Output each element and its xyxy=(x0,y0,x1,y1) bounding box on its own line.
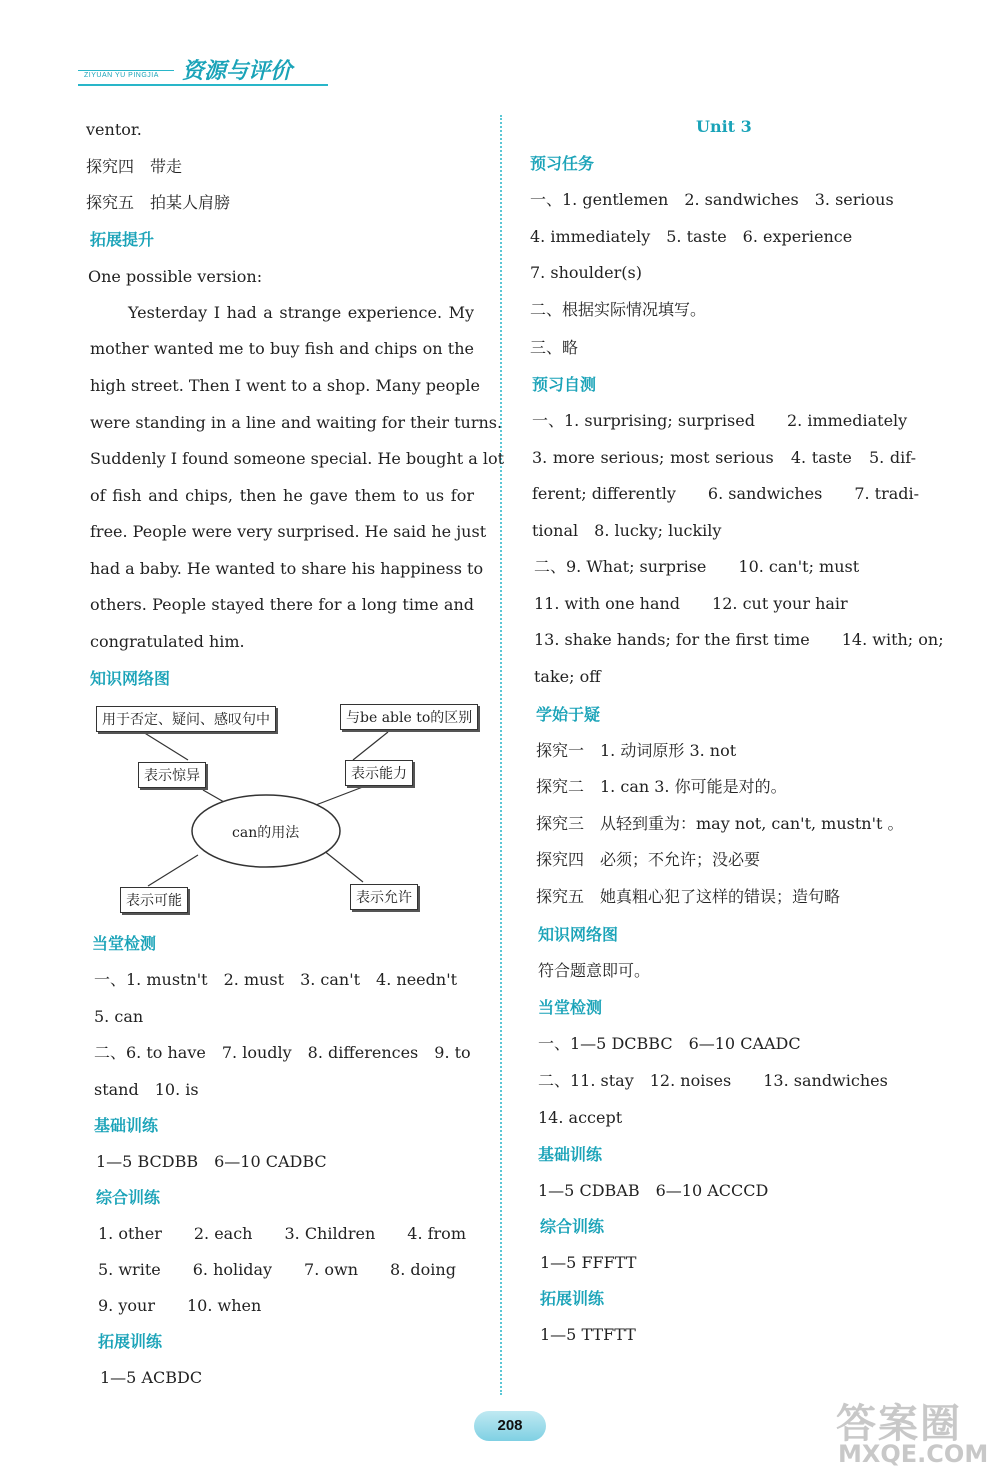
answer-line: 三、略 xyxy=(530,338,579,357)
answer-line: 二、11. stay 12. noises 13. sandwiches xyxy=(538,1071,888,1090)
section-heading: 基础训练 xyxy=(538,1145,603,1164)
answer-line: tional 8. lucky; luckily xyxy=(532,521,722,540)
version-label: One possible version: xyxy=(88,267,263,286)
essay-line: Yesterday I had a strange experience. My xyxy=(128,303,474,322)
essay-line: high street. Then I went to a shop. Many people xyxy=(90,376,480,395)
mind-map-node: 表示允许 xyxy=(350,884,418,910)
header-pinyin: ZIYUAN YU PINGJIA xyxy=(84,72,159,79)
essay-line: of fish and chips, then he gave them to us for xyxy=(90,486,474,505)
answer-line: 符合题意即可。 xyxy=(538,961,651,980)
answer-line: 二、9. What; surprise 10. can't; must xyxy=(534,557,860,576)
watermark-text: 答案圈 xyxy=(836,1401,962,1447)
answer-line: 1. other 2. each 3. Children 4. from xyxy=(98,1224,466,1243)
left-line: ventor. xyxy=(86,120,142,139)
answer-line: 探究三 从轻到重为：may not, can't, mustn't 。 xyxy=(536,814,904,833)
section-heading: 知识网络图 xyxy=(90,669,171,688)
answer-line: 一、1. gentlemen 2. sandwiches 3. serious xyxy=(530,190,894,209)
answer-line: 9. your 10. when xyxy=(98,1296,262,1315)
essay-line: had a baby. He wanted to share his happiness to xyxy=(90,559,484,578)
essay-line: were standing in a line and waiting for their turns. xyxy=(90,413,503,432)
essay-line: mother wanted me to buy fish and chips on the xyxy=(90,339,474,358)
mind-map-center: can的用法 xyxy=(232,825,300,841)
mind-map-node: 表示惊异 xyxy=(138,762,206,788)
page-number: 208 xyxy=(474,1411,546,1441)
column-divider xyxy=(500,115,502,1395)
answer-line: ferent; differently 6. sandwiches 7. tradi- xyxy=(532,484,920,503)
section-heading: 预习自测 xyxy=(532,375,597,394)
section-heading: 综合训练 xyxy=(96,1188,161,1207)
answer-line: stand 10. is xyxy=(94,1080,199,1099)
section-heading: 预习任务 xyxy=(530,154,595,173)
section-heading: 当堂检测 xyxy=(92,934,157,953)
essay-line: others. People stayed there for a long time and xyxy=(90,595,474,614)
answer-line: 1—5 ACBDC xyxy=(100,1368,203,1387)
answer-line: 探究二 1. can 3. 你可能是对的。 xyxy=(536,777,787,796)
header-arrow-line xyxy=(78,70,174,71)
section-heading: 基础训练 xyxy=(94,1116,159,1135)
answer-line: 3. more serious; most serious 4. taste 5. dif- xyxy=(532,448,916,467)
answer-line: 一、1—5 DCBBC 6—10 CAADC xyxy=(538,1034,801,1053)
answer-line: 一、1. mustn't 2. must 3. can't 4. needn't xyxy=(94,970,458,989)
answer-line: 14. accept xyxy=(538,1108,623,1127)
section-heading: 学始于疑 xyxy=(536,705,601,724)
answer-line: 探究五 她真粗心犯了这样的错误；造句略 xyxy=(536,887,841,906)
section-heading: 当堂检测 xyxy=(538,998,603,1017)
answer-line: 探究一 1. 动词原形 3. not xyxy=(536,741,737,760)
essay-line: Suddenly I found someone special. He bought a lot xyxy=(90,449,505,468)
answer-line: 1—5 BCDBB 6—10 CADBC xyxy=(96,1152,327,1171)
answer-line: 11. with one hand 12. cut your hair xyxy=(534,594,848,613)
section-heading: 拓展训练 xyxy=(98,1332,163,1351)
answer-line: 7. shoulder(s) xyxy=(530,263,642,282)
mind-map-node: 表示可能 xyxy=(120,887,188,913)
essay-line: congratulated him. xyxy=(90,632,245,651)
header-title: 资源与评价 xyxy=(182,59,293,84)
essay-line: free. People were very surprised. He said he just xyxy=(90,522,487,541)
answer-line: 探究四 必须；不允许；没必要 xyxy=(536,850,761,869)
watermark-logo xyxy=(828,1392,988,1474)
mind-map-node: 与be able to的区别 xyxy=(340,704,478,730)
header-rule xyxy=(78,84,328,86)
section-heading: 拓展训练 xyxy=(540,1289,605,1308)
page-header xyxy=(78,50,328,90)
section-heading: 知识网络图 xyxy=(538,925,619,944)
answer-line: 13. shake hands; for the first time 14. with; on; xyxy=(534,630,944,649)
unit-title: Unit 3 xyxy=(696,117,752,136)
answer-line: 1—5 TTFTT xyxy=(540,1325,636,1344)
mind-map-node: 用于否定、疑问、感叹句中 xyxy=(96,706,276,732)
can-mind-map xyxy=(88,700,488,920)
answer-line: 5. write 6. holiday 7. own 8. doing xyxy=(98,1260,456,1279)
left-line: 探究五 拍某人肩膀 xyxy=(86,193,231,212)
answer-line: 1—5 FFFTT xyxy=(540,1253,637,1272)
mind-map-node: 表示能力 xyxy=(345,760,413,786)
answer-line: 二、根据实际情况填写。 xyxy=(530,300,707,319)
section-heading: 拓展提升 xyxy=(90,230,155,249)
answer-line: 5. can xyxy=(94,1007,144,1026)
answer-line: 二、6. to have 7. loudly 8. differences 9. to xyxy=(94,1043,471,1062)
section-heading: 综合训练 xyxy=(540,1217,605,1236)
answer-line: take; off xyxy=(534,667,601,686)
watermark-url: MXQE.COM xyxy=(838,1440,989,1468)
left-line: 探究四 带走 xyxy=(86,157,183,176)
answer-line: 一、1. surprising; surprised 2. immediately xyxy=(532,411,908,430)
answer-line: 4. immediately 5. taste 6. experience xyxy=(530,227,853,246)
answer-line: 1—5 CDBAB 6—10 ACCCD xyxy=(538,1181,769,1200)
